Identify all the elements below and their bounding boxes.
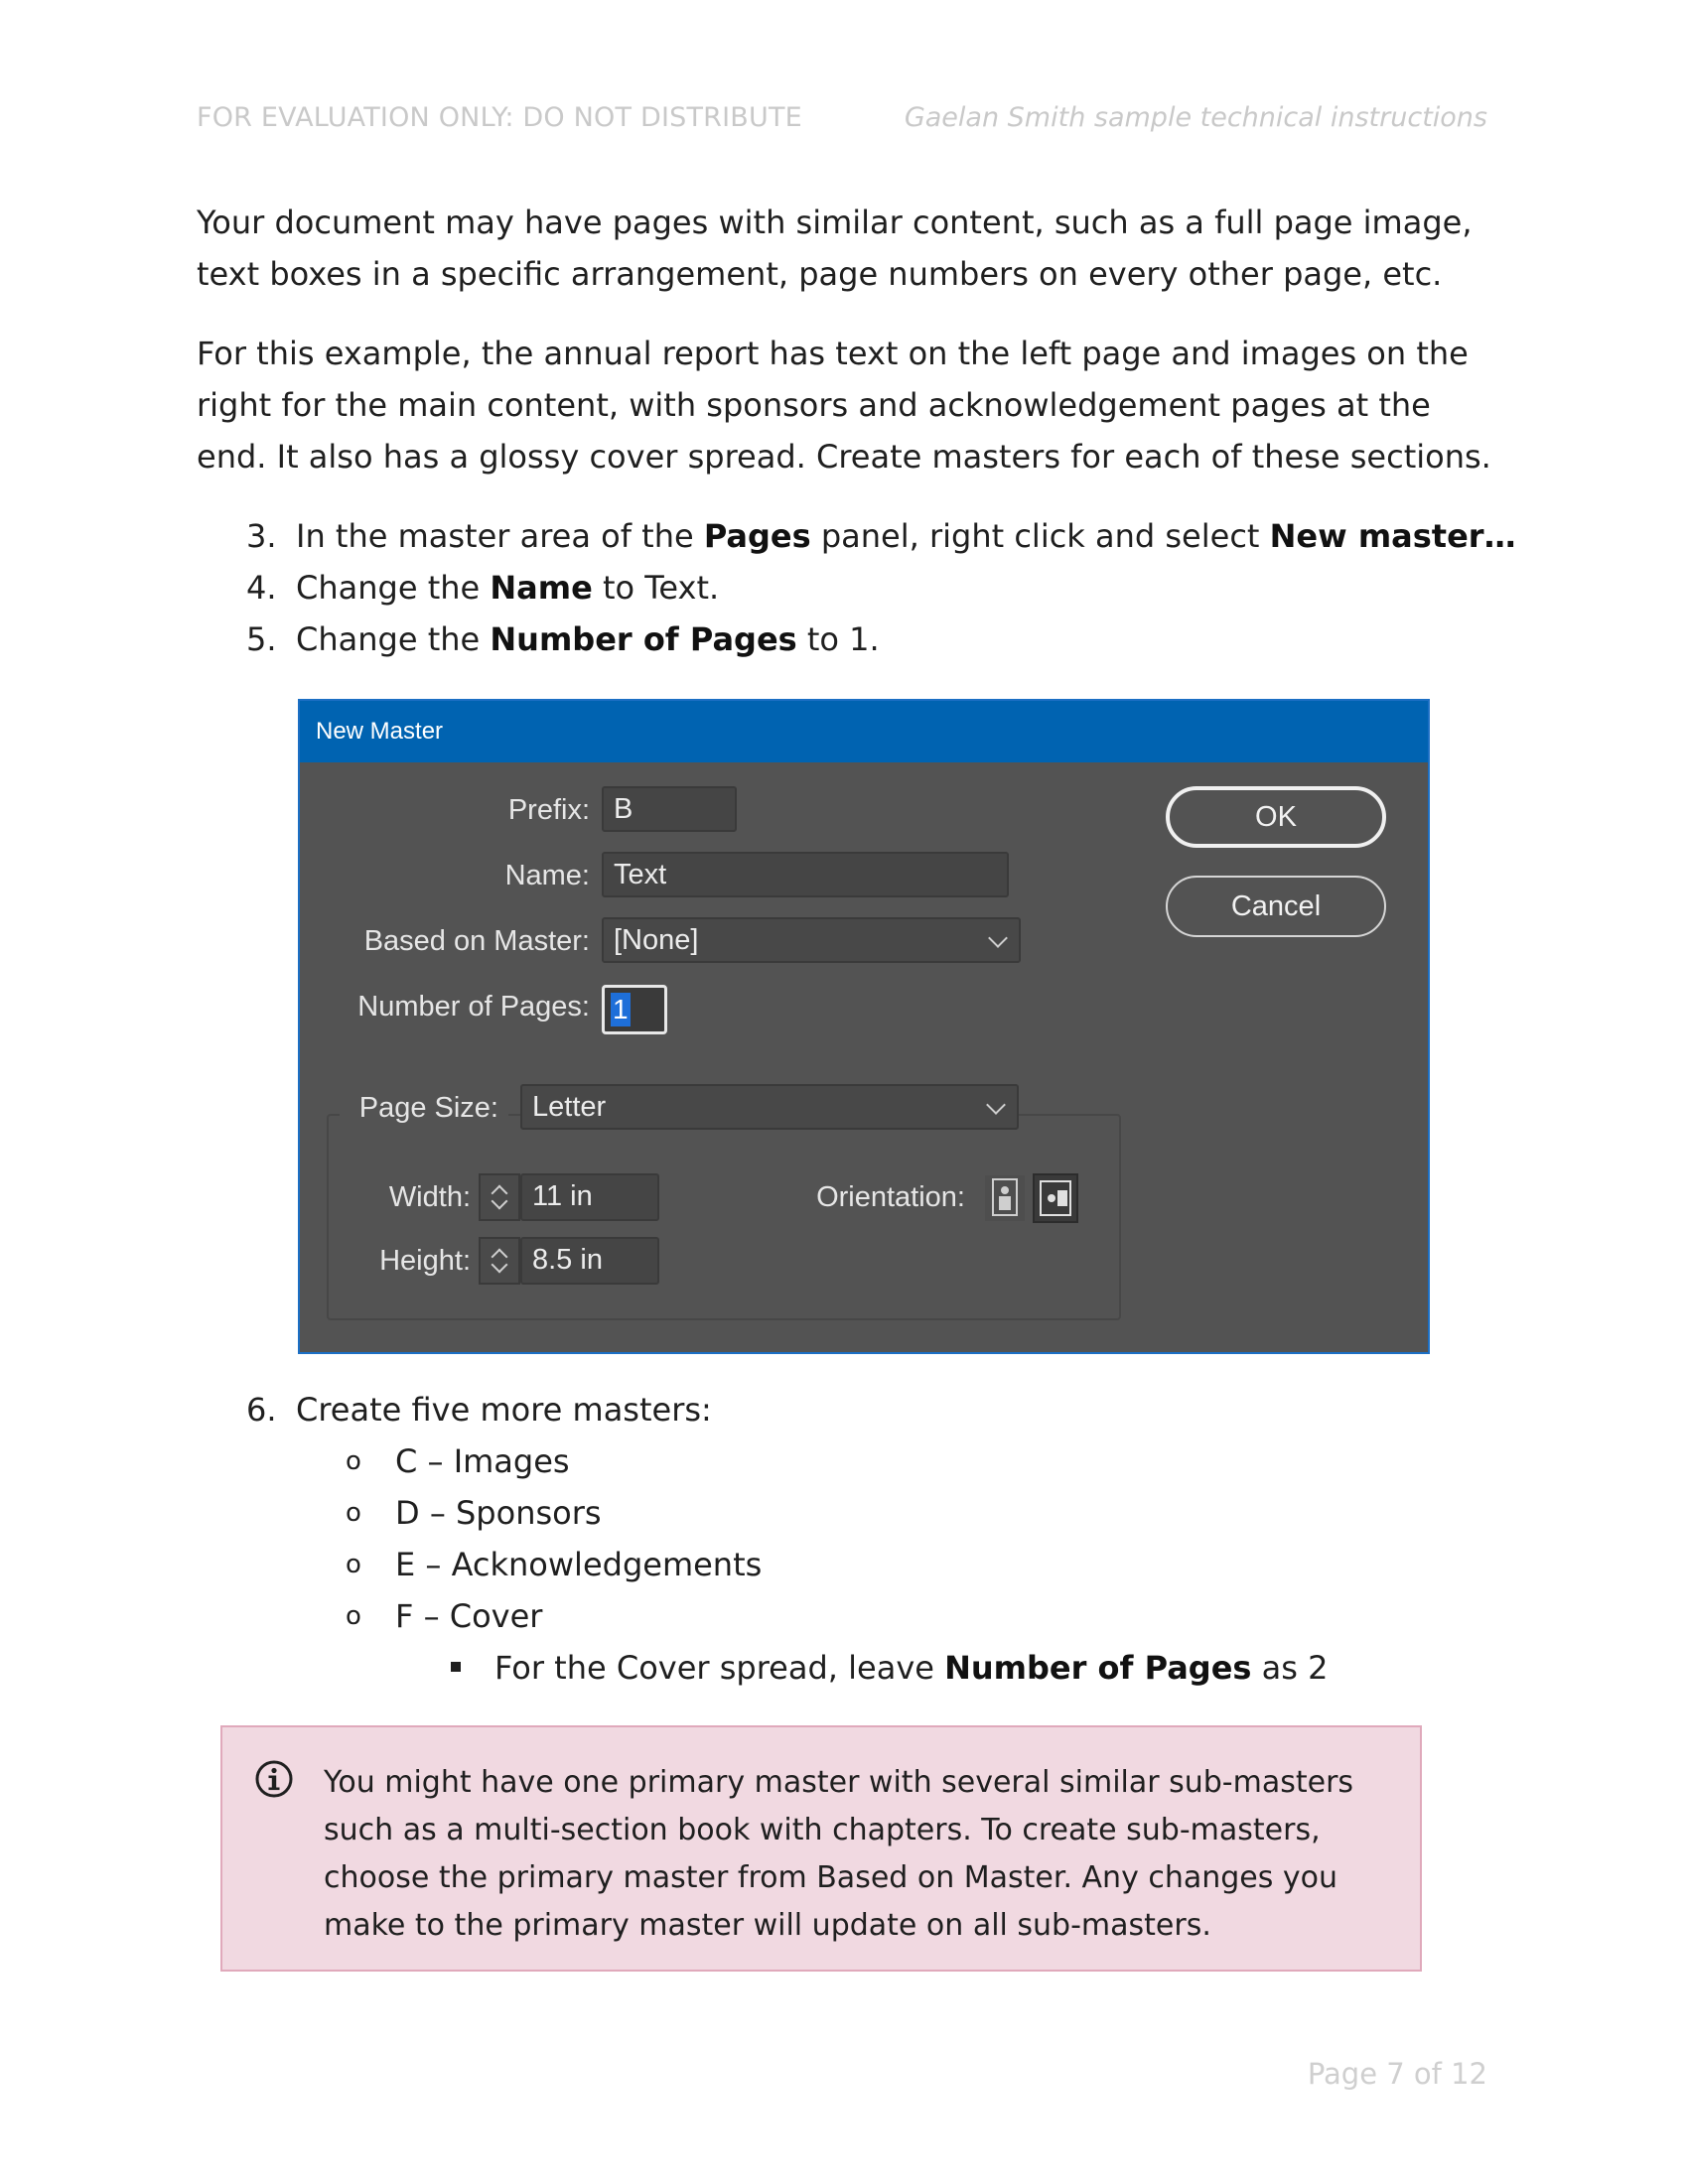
square-bullet-icon: [451, 1662, 461, 1672]
step-number: 6.: [246, 1391, 277, 1429]
height-stepper[interactable]: [479, 1237, 520, 1285]
step-text: In the master area of the Pages panel, right click and select New master…: [296, 517, 1516, 555]
header-left: FOR EVALUATION ONLY: DO NOT DISTRIBUTE: [197, 102, 802, 133]
chevron-down-icon: [988, 928, 1008, 948]
step-text: Change the Name to Text.: [296, 569, 720, 607]
intro-paragraph: Your document may have pages with similar content, such as a full page image, text boxes in a specific arrangement, page numbers on every other page, etc.: [197, 204, 1473, 293]
number-of-pages-label: Number of Pages:: [357, 991, 590, 1023]
width-input[interactable]: 11 in: [520, 1173, 659, 1221]
circle-bullet-icon: o: [346, 1550, 361, 1579]
example-paragraph: For this example, the annual report has text on the left page and images on the right for the main content, with sponsors and acknowledgement pages at the end. It also has a glossy cover spread. Create masters for each of these sections.: [197, 335, 1491, 476]
landscape-orientation-button[interactable]: [1033, 1173, 1078, 1223]
info-callout: [220, 1725, 1422, 1972]
based-on-master-label: Based on Master:: [363, 925, 590, 957]
number-of-pages-value: 1: [613, 994, 629, 1024]
ok-button[interactable]: OK: [1166, 786, 1386, 848]
page-size-label: Page Size:: [340, 1092, 508, 1125]
step-text: Change the Number of Pages to 1.: [296, 620, 880, 658]
orientation-label: Orientation:: [816, 1181, 965, 1213]
header-right: Gaelan Smith sample technical instructions: [904, 102, 1487, 133]
width-stepper[interactable]: [479, 1173, 520, 1221]
name-label: Name:: [504, 860, 590, 891]
portrait-icon: [985, 1175, 1025, 1221]
circle-bullet-icon: o: [346, 1498, 361, 1528]
page-number: Page 7 of 12: [1307, 2057, 1487, 2091]
step-text: Create five more masters:: [296, 1391, 712, 1429]
step-number: 5.: [246, 620, 277, 658]
portrait-orientation-button[interactable]: [985, 1175, 1025, 1221]
master-item: C – Images: [395, 1442, 570, 1480]
callout-text: You might have one primary master with several similar sub-masters such as a multi-section book with chapters. To create sub-masters, choose the primary master from Based on Master. Any changes you make to the primary master will update on all sub-masters.: [324, 1765, 1354, 1943]
page-size-select[interactable]: [520, 1084, 1019, 1130]
master-item: E – Acknowledgements: [395, 1546, 763, 1583]
height-label: Height:: [379, 1245, 471, 1277]
width-label: Width:: [388, 1181, 471, 1213]
prefix-input[interactable]: B: [602, 786, 737, 832]
step-number: 4.: [246, 569, 277, 607]
name-input[interactable]: Text: [602, 852, 1009, 897]
cover-note: For the Cover spread, leave Number of Pages as 2: [494, 1649, 1329, 1687]
number-of-pages-input[interactable]: [602, 985, 667, 1034]
circle-bullet-icon: o: [346, 1446, 361, 1476]
height-input[interactable]: 8.5 in: [520, 1237, 659, 1285]
chevron-down-icon: [986, 1095, 1006, 1115]
based-on-master-value: [None]: [614, 924, 699, 956]
dialog-title: New Master: [300, 701, 1428, 762]
new-master-dialog: [298, 699, 1430, 1354]
based-on-master-select[interactable]: [602, 917, 1021, 963]
master-item: F – Cover: [395, 1597, 543, 1635]
page-size-value: Letter: [532, 1091, 607, 1123]
prefix-label: Prefix:: [507, 794, 590, 826]
info-icon: [254, 1759, 294, 1799]
cancel-button[interactable]: Cancel: [1166, 876, 1386, 937]
landscape-icon: [1035, 1175, 1076, 1221]
circle-bullet-icon: o: [346, 1601, 361, 1631]
master-item: D – Sponsors: [395, 1494, 602, 1532]
step-number: 3.: [246, 517, 277, 555]
